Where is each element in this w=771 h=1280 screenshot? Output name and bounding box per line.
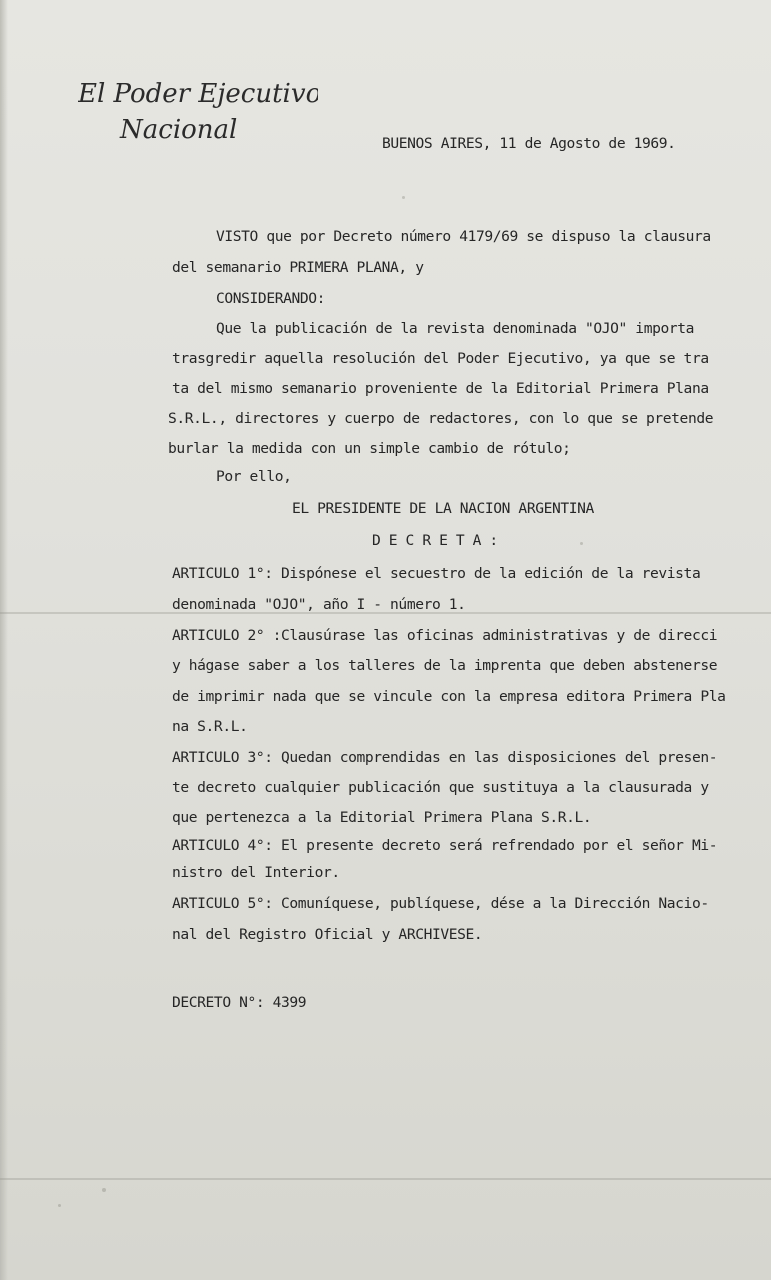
article-line: denominada "OJO", año I - número 1.: [172, 596, 466, 613]
paper-speck: [102, 1188, 106, 1192]
article-line: ARTICULO 4°: El presente decreto será refrendado por el señor Mi-: [172, 837, 718, 854]
body-line: trasgredir aquella resolución del Poder Ejecutivo, ya que se tra: [172, 350, 709, 367]
article-line: nistro del Interior.: [172, 864, 340, 881]
letterhead-line-1: El Poder Ejecutivo: [78, 79, 318, 109]
paper-speck: [58, 1204, 61, 1207]
article-line: y hágase saber a los talleres de la imprenta que deben abstenerse: [172, 657, 718, 674]
article-line: de imprimir nada que se vincule con la empresa editora Primera Pla: [172, 688, 726, 705]
body-line: Por ello,: [216, 468, 292, 485]
article-line: ARTICULO 3°: Quedan comprendidas en las disposiciones del presen-: [172, 749, 718, 766]
letterhead-line-2: Nacional: [120, 115, 238, 145]
decree-number: DECRETO N°: 4399: [172, 994, 307, 1011]
page-edge-shadow: [0, 0, 8, 1280]
article-line: ARTICULO 2° :Clausúrase las oficinas administrativas y de direcci: [172, 627, 718, 644]
body-line: CONSIDERANDO:: [216, 290, 326, 307]
decreta-heading: D E C R E T A :: [372, 532, 498, 549]
article-line: que pertenezca a la Editorial Primera Plana S.R.L.: [172, 809, 592, 826]
article-line: nal del Registro Oficial y ARCHIVESE.: [172, 926, 483, 943]
body-line: del semanario PRIMERA PLANA, y: [172, 259, 424, 276]
letterhead: [78, 72, 318, 152]
paper-speck: [402, 196, 405, 199]
body-line: burlar la medida con un simple cambio de rótulo;: [168, 440, 571, 457]
body-line: VISTO que por Decreto número 4179/69 se dispuso la clausura: [216, 228, 711, 245]
article-line: ARTICULO 5°: Comuníquese, publíquese, dése a la Dirección Nacio-: [172, 895, 709, 912]
article-line: te decreto cualquier publicación que sustituya a la clausurada y: [172, 779, 709, 796]
body-line: Que la publicación de la revista denominada "OJO" importa: [216, 320, 695, 337]
paper-fold-line-lower: [0, 1178, 771, 1180]
body-line: S.R.L., directores y cuerpo de redactores, con lo que se pretende: [168, 410, 714, 427]
article-line: ARTICULO 1°: Dispónese el secuestro de la edición de la revista: [172, 565, 701, 582]
body-line: EL PRESIDENTE DE LA NACION ARGENTINA: [292, 500, 594, 517]
article-line: na S.R.L.: [172, 718, 248, 735]
paper-speck: [580, 542, 583, 545]
body-line: ta del mismo semanario proveniente de la Editorial Primera Plana: [172, 380, 709, 397]
date-line: BUENOS AIRES, 11 de Agosto de 1969.: [382, 135, 676, 152]
